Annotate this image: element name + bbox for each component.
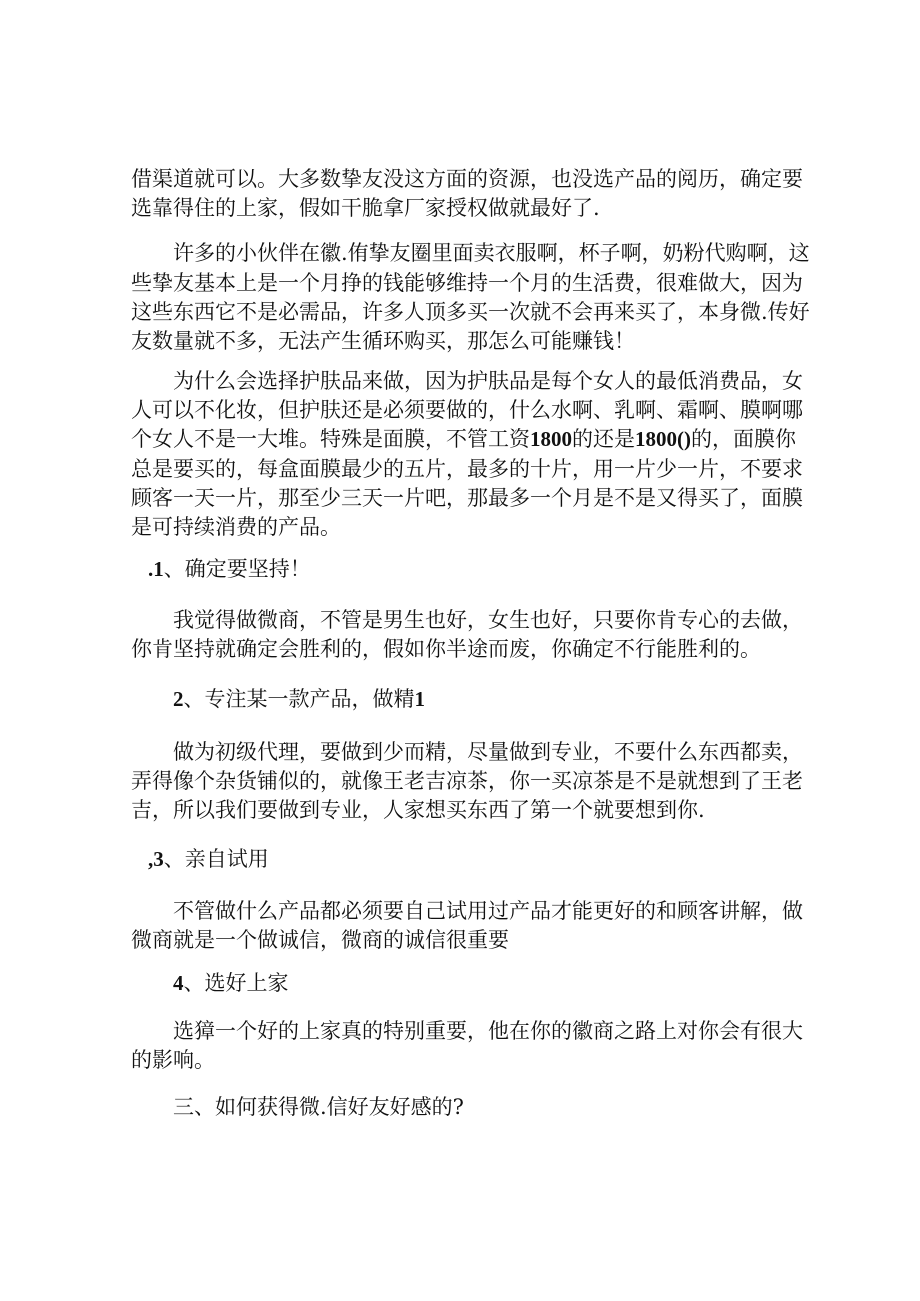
paragraph-line: 这些东西它不是必需品，许多人顶多买一次就不会再来买了，本身微.传好 (131, 300, 810, 324)
paragraph-line: 选獐一个好的上家真的特别重要，他在你的徽商之路上对你会有很大 (173, 1019, 803, 1043)
paragraph-line: 许多的小伙伴在徽.侑挚友圈里面卖衣服啊，杯子啊，奶粉代购啊，这 (173, 241, 810, 265)
paragraph-line: 些挚友基本上是一个月挣的钱能够维持一个月的生活费，很难做大，因为 (131, 271, 803, 295)
text-span: 的还是 (572, 427, 635, 451)
text-span: 个女人不是一大堆。特殊是面膜，不管工资 (131, 427, 530, 451)
paragraph-line: 友数量就不多，无法产生循环购买，那怎么可能赚钱！ (131, 329, 635, 353)
paragraph-line: 借渠道就可以。大多数挚友没这方面的资源，也没选产品的阅历，确定要 (131, 167, 803, 191)
section-heading-2 (173, 684, 425, 714)
paragraph-line: 人可以不化妆，但护肤还是必须要做的，什么水啊、乳啊、霜啊、膜啊哪 (131, 398, 803, 422)
text-span: 的，面膜你 (691, 427, 796, 451)
paragraph-line: 弄得像个杂货铺似的，就像王老吉凉茶，你一买凉茶是不是就想到了王老 (131, 769, 803, 793)
paragraph-line: 是可持续消费的产品。 (131, 515, 341, 539)
paragraph-line: 我觉得做微商，不管是男生也好，女生也好，只要你肯专心的去做， (173, 608, 803, 632)
section-heading-5: 三、如何获得微.信好友好感的? (173, 1095, 464, 1119)
heading-number: .1 (148, 557, 164, 581)
heading-text: 、选好上家 (183, 971, 289, 995)
paragraph-line: 顾客一天一片，那至少三天一片吧，那最多一个月是不是又得买了，面膜 (131, 486, 803, 510)
heading-text: 、确定要坚持！ (163, 557, 311, 581)
paragraph-line: 做为初级代理，要做到少而精，尽量做到专业，不要什么东西都卖， (173, 740, 803, 764)
heading-text: 、亲自试用 (163, 847, 269, 871)
number-span: 1800 (530, 427, 572, 451)
paragraph-line: 不管做什么产品都必须要自己试用过产品才能更好的和顾客讲解，做 (173, 899, 803, 923)
section-heading-3 (148, 844, 269, 874)
paragraph-line: 微商就是一个做诚信，微商的诚信很重要 (131, 928, 509, 952)
heading-tail: 1 (414, 687, 425, 711)
paragraph-line: 吉，所以我们要做到专业，人家想买东西了第一个就要想到你. (131, 798, 705, 822)
section-heading-4 (173, 968, 289, 998)
paragraph-line: 总是要买的，每盒面膜最少的五片，最多的十片，用一片少一片，不要求 (131, 457, 803, 481)
heading-number: 4 (173, 971, 184, 995)
heading-number: ,3 (148, 847, 164, 871)
paragraph-line: 的影响。 (131, 1048, 215, 1072)
paragraph-line: 选靠得住的上家，假如干脆拿厂家授权做就最好了. (131, 196, 600, 220)
heading-text: 、专注某一款产品，做精 (183, 687, 415, 711)
paragraph-line (131, 424, 796, 454)
number-span: 1800() (635, 427, 691, 451)
paragraph-line: 你肯坚持就确定会胜利的，假如你半途而废，你确定不行能胜利的。 (131, 637, 761, 661)
section-heading-1 (148, 554, 311, 584)
heading-number: 2 (173, 687, 184, 711)
paragraph-line: 为什么会选择护肤品来做，因为护肤品是每个女人的最低消费品，女 (173, 369, 803, 393)
